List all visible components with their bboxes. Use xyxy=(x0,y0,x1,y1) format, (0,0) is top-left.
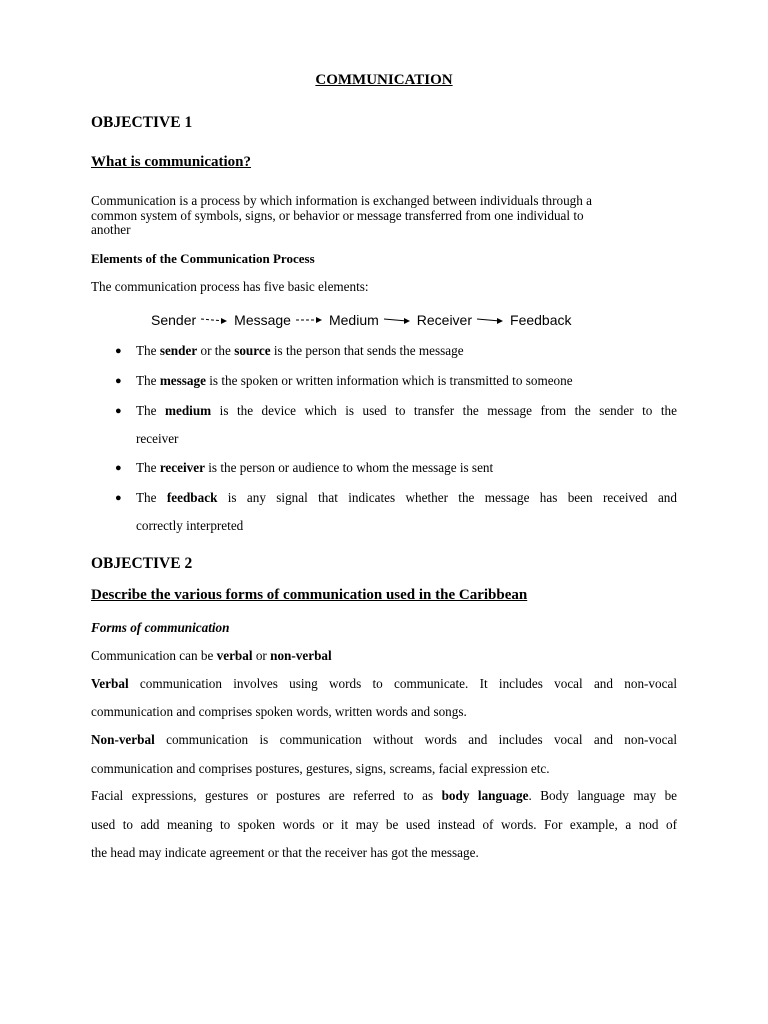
flow-step-sender: Sender xyxy=(151,312,197,328)
arrow-icon xyxy=(476,314,506,326)
flow-step-message: Message xyxy=(234,312,291,328)
flow-step-feedback: Feedback xyxy=(510,312,572,328)
bullet-feedback xyxy=(136,490,677,506)
bullet-text: The xyxy=(136,460,160,475)
bullet-term: medium xyxy=(165,403,212,418)
definition-line: common system of symbols, signs, or behavior or message transferred from one individual to xyxy=(91,207,584,223)
bullet-text: The xyxy=(136,343,160,358)
objective-2-question: Describe the various forms of communication used in the Caribbean xyxy=(91,587,528,603)
body-term: non-verbal xyxy=(270,648,332,663)
body-text: communication is communication without words and includes vocal and non-vocal xyxy=(154,732,677,747)
forms-heading: Forms of communication xyxy=(91,620,230,635)
bullet-icon: ● xyxy=(115,492,122,504)
body-language-line-3: the head may indicate agreement or that the receiver has got the message. xyxy=(91,845,479,860)
bullet-message xyxy=(136,373,677,389)
definition-paragraph xyxy=(91,194,691,238)
definition-line: another xyxy=(91,222,131,238)
bullet-term: source xyxy=(234,343,271,358)
bullet-text: is the person that sends the message xyxy=(270,343,464,358)
bullet-receiver xyxy=(136,460,677,476)
dashed-arrow-icon xyxy=(295,314,325,326)
bullet-medium xyxy=(136,403,677,419)
bullet-term: receiver xyxy=(159,460,205,475)
elements-intro: The communication process has five basic elements: xyxy=(91,279,369,294)
bullet-text: is the device which is used to transfer the message from the sender to the xyxy=(211,403,677,418)
body-language-line-1 xyxy=(91,788,677,804)
flow-step-medium: Medium xyxy=(328,312,379,328)
objective-1-heading: OBJECTIVE 1 xyxy=(91,114,193,131)
bullet-medium-continuation: receiver xyxy=(136,431,179,446)
body-text: or xyxy=(252,648,271,663)
bullet-icon: ● xyxy=(115,462,122,474)
nonverbal-paragraph-line-2: communication and comprises postures, gestures, signs, screams, facial expression etc. xyxy=(91,761,550,776)
bullet-text: or the xyxy=(197,343,235,358)
body-term: body language xyxy=(441,788,529,803)
bullet-icon: ● xyxy=(115,375,122,387)
bullet-icon: ● xyxy=(115,405,122,417)
bullet-term: feedback xyxy=(166,490,218,505)
bullet-sender xyxy=(136,343,677,359)
bullet-text: The xyxy=(136,373,160,388)
definition-line: Communication is a process by which information is exchanged between individuals through a xyxy=(91,193,593,208)
page-title: COMMUNICATION xyxy=(315,72,453,88)
bullet-icon: ● xyxy=(115,345,122,357)
body-text: Communication can be xyxy=(91,648,217,663)
dashed-arrow-icon xyxy=(200,314,230,326)
flow-step-receiver: Receiver xyxy=(416,312,473,328)
body-term: Non-verbal xyxy=(91,732,155,747)
bullet-term: sender xyxy=(159,343,198,358)
verbal-paragraph-line-2: communication and comprises spoken words, written words and songs. xyxy=(91,704,467,719)
body-term: Verbal xyxy=(91,676,129,691)
body-term: verbal xyxy=(216,648,253,663)
bullet-term: message xyxy=(159,373,206,388)
bullet-text: The xyxy=(136,490,167,505)
body-text: communication involves using words to communicate. It includes vocal and non-vocal xyxy=(128,676,677,691)
bullet-text: The xyxy=(136,403,165,418)
verbal-paragraph-line-1 xyxy=(91,676,677,692)
objective-1-question: What is communication? xyxy=(91,154,252,170)
body-language-line-2: used to add meaning to spoken words or it may be used instead of words. For example, a nod of xyxy=(91,817,677,832)
communication-flow-diagram xyxy=(151,311,572,329)
objective-2-heading: OBJECTIVE 2 xyxy=(91,555,193,572)
bullet-text: is the person or audience to whom the message is sent xyxy=(204,460,494,475)
bullet-feedback-continuation: correctly interpreted xyxy=(136,518,244,533)
bullet-text: is any signal that indicates whether the message has been received and xyxy=(217,490,677,505)
forms-line xyxy=(91,648,677,664)
elements-heading: Elements of the Communication Process xyxy=(91,251,315,266)
arrow-icon xyxy=(383,314,413,326)
body-text: . Body language may be xyxy=(528,788,678,803)
bullet-text: is the spoken or written information which is transmitted to someone xyxy=(205,373,573,388)
nonverbal-paragraph-line-1 xyxy=(91,732,677,748)
body-text: Facial expressions, gestures or postures are referred to as xyxy=(91,788,442,803)
